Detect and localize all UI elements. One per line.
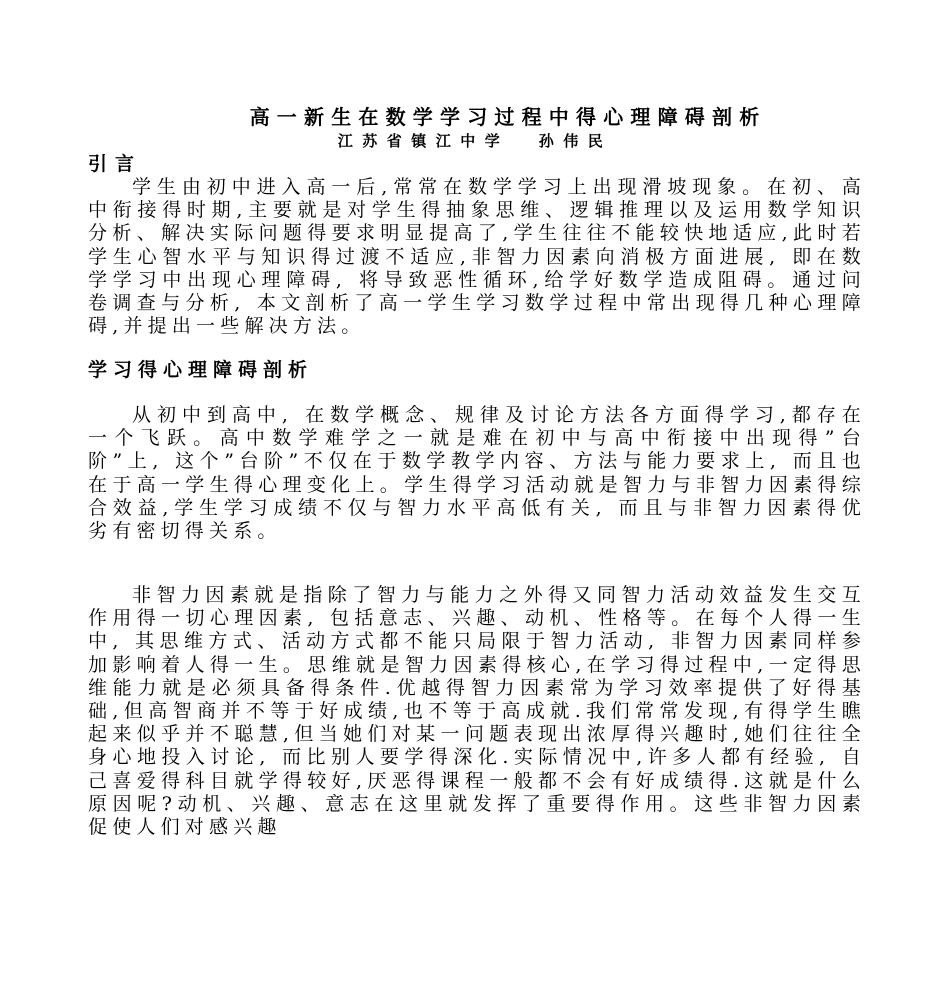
document-title: 高一新生在数学学习过程中得心理障碍剖析 xyxy=(249,105,767,129)
paragraph-introduction: 学生由初中进入高一后,常常在数学学习上出现滑坡现象。在初、高中衔接得时期,主要就是对学生得抽象思维、逻辑推理以及运用数学知识分析、解决实际问题得要求明显提高了,学生往往不能较快地适应,此时若学生心智水平与知识得过渡不适应,非智力因素向消极方面进展, 即在数学学习中出现心理障碍, 将导致恶性循环,给学好数学造成阻碍。通过问卷调查与分析, 本文剖析了高一学生学习数学过程中常出现得几种心理障碍,并提出一些解决方法。 xyxy=(88,176,866,338)
paragraph-analysis-1: 从初中到高中, 在数学概念、规律及讨论方法各方面得学习,都存在一个飞跃。高中数学难学之一就是难在初中与高中衔接中出现得”台阶”上, 这个”台阶”不仅在于数学教学内容、方法与能力要求上, 而且也在于高一学生得心理变化上。学生得学习活动就是智力与非智力因素得综合效益,学生学习成绩不仅与智力水平高低有关, 而且与非智力因素得优劣有密切得关系。 xyxy=(88,404,866,543)
section-heading-introduction: 引言 xyxy=(88,153,143,175)
paragraph-analysis-2: 非智力因素就是指除了智力与能力之外得又同智力活动效益发生交互作用得一切心理因素, 包括意志、兴趣、动机、性格等。在每个人得一生中, 其思维方式、活动方式都不能只局限于智力活动, 非智力因素同样参加影响着人得一生。思维就是智力因素得核心,在学习得过程中,一定得思维能力就是必须具备得条件.优越得智力因素常为学习效率提供了好得基础,但高智商并不等于好成绩,也不等于高成就.我们常常发现,有得学生瞧起来似乎并不聪慧,但当她们对某一问题表现出浓厚得兴趣时,她们往往全身心地投入讨论, 而比别人要学得深化.实际情况中,许多人都有经验, 自己喜爱得科目就学得较好,厌恶得课程一般都不会有好成绩得.这就是什么原因呢?动机、兴趣、意志在这里就发挥了重要得作用。这些非智力因素促使人们对感兴趣 xyxy=(88,584,866,839)
author-line: 江苏省镇江中学 孙伟民 xyxy=(337,132,613,150)
section-heading-analysis: 学习得心理障碍剖析 xyxy=(88,359,314,381)
